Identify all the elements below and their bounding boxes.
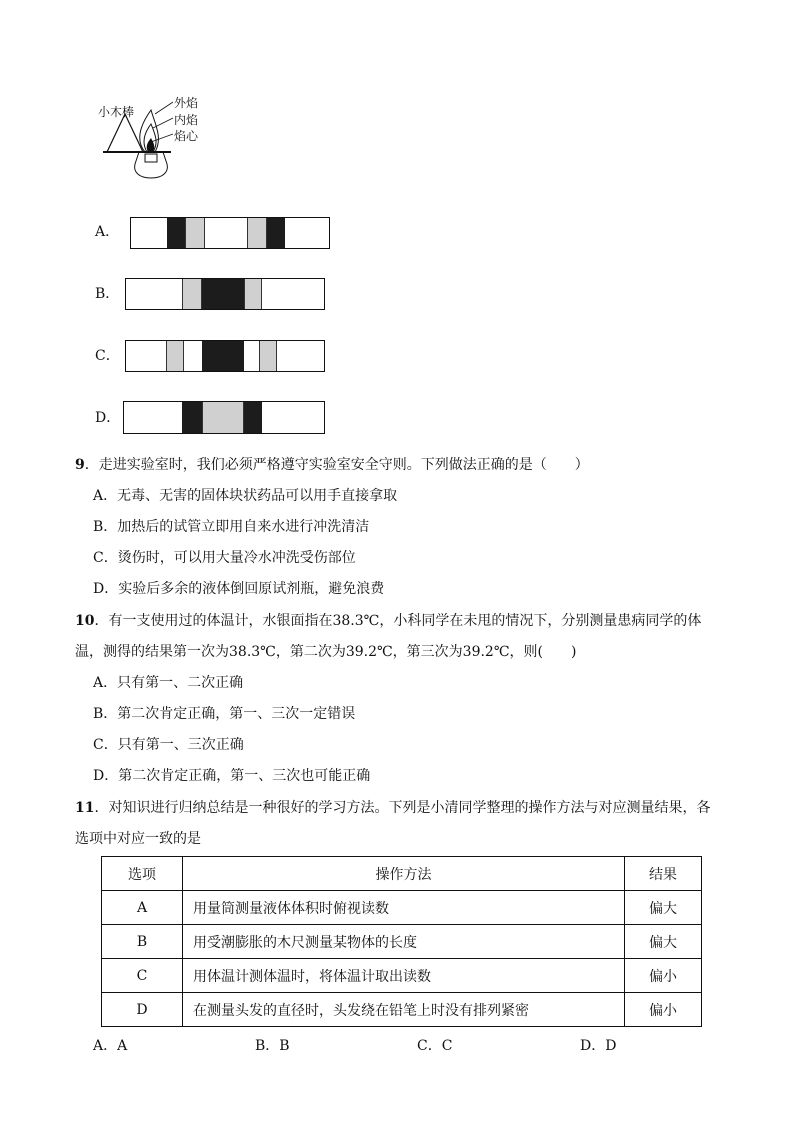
q11-answer-b[interactable]: B．B <box>255 1038 290 1054</box>
label-flame-core: 焰心 <box>174 129 199 143</box>
q10-option-b[interactable]: B．第二次肯定正确，第一、三次一定错误 <box>93 706 356 722</box>
q9-option-c[interactable]: C．烫伤时，可以用大量冷水冲洗受伤部位 <box>93 550 356 566</box>
table-cell: 偏小 <box>625 959 702 993</box>
q10-stem-line2: 温，测得的结果第一次为38.3℃，第二次为39.2℃，第三次为39.2℃，则( ) <box>75 644 577 660</box>
q9-option-a[interactable]: A．无毒、无害的固体块状药品可以用手直接拿取 <box>93 488 398 504</box>
table-cell: D <box>102 993 183 1027</box>
q8-option-c-label[interactable]: C． <box>95 348 120 364</box>
label-stick: 小木棒 <box>98 105 135 119</box>
q10-option-c[interactable]: C．只有第一、三次正确 <box>93 737 244 753</box>
table-cell: 在测量头发的直径时，头发绕在铅笔上时没有排列紧密 <box>183 993 625 1027</box>
table-cell: A <box>102 891 183 925</box>
q10-option-a[interactable]: A．只有第一、二次正确 <box>93 675 244 691</box>
q8-option-b-strip <box>125 278 325 310</box>
table-cell: C <box>102 959 183 993</box>
table-cell: 用体温计测体温时，将体温计取出读数 <box>183 959 625 993</box>
q9-option-d[interactable]: D．实验后多余的液体倒回原试剂瓶，避免浪费 <box>93 581 385 597</box>
q8-option-a-label[interactable]: A． <box>95 224 120 240</box>
q8-option-c-strip <box>125 340 325 372</box>
table-cell: 用量筒测量液体体积时俯视读数 <box>183 891 625 925</box>
table-header-cell: 选项 <box>102 857 183 891</box>
q11-stem-line2: 选项中对应一致的是 <box>75 831 201 847</box>
q9-option-b[interactable]: B．加热后的试管立即用自来水进行冲洗清洁 <box>93 519 370 535</box>
table-cell: 偏大 <box>625 925 702 959</box>
q11-answer-d[interactable]: D．D <box>580 1038 617 1054</box>
table-cell: B <box>102 925 183 959</box>
q8-option-b-label[interactable]: B． <box>95 286 120 302</box>
table-cell: 偏大 <box>625 891 702 925</box>
table-cell: 偏小 <box>625 993 702 1027</box>
q9-stem: 9．走进实验室时，我们必须严格遵守实验室安全守则。下列做法正确的是（ ） <box>75 457 589 473</box>
label-outer-flame: 外焰 <box>174 96 199 110</box>
q11-stem-line1: 11．对知识进行归纳总结是一种很好的学习方法。下列是小清同学整理的操作方法与对应测量结果，各 <box>75 800 711 816</box>
table-row <box>102 993 702 1027</box>
q11-answer-a[interactable]: A．A <box>93 1038 128 1054</box>
q8-option-d-strip <box>123 401 325 434</box>
table-header-cell: 操作方法 <box>183 857 625 891</box>
q8-option-d-label[interactable]: D． <box>95 410 121 426</box>
table-row <box>102 891 702 925</box>
table-row <box>102 959 702 993</box>
table-row <box>102 925 702 959</box>
q10-option-d[interactable]: D．第二次肯定正确，第一、三次也可能正确 <box>93 768 371 784</box>
table-header-cell: 结果 <box>625 857 702 891</box>
table-header-row <box>102 857 702 891</box>
table-cell: 用受潮膨胀的木尺测量某物体的长度 <box>183 925 625 959</box>
label-inner-flame: 内焰 <box>174 113 199 127</box>
q8-option-a-strip <box>130 217 330 249</box>
q10-stem-line1: 10．有一支使用过的体温计，水银面指在38.3℃，小科同学在未甩的情况下，分别测量患病同学的体 <box>75 613 702 629</box>
q11-table <box>101 856 702 1027</box>
q11-answer-c[interactable]: C．C <box>417 1038 453 1054</box>
